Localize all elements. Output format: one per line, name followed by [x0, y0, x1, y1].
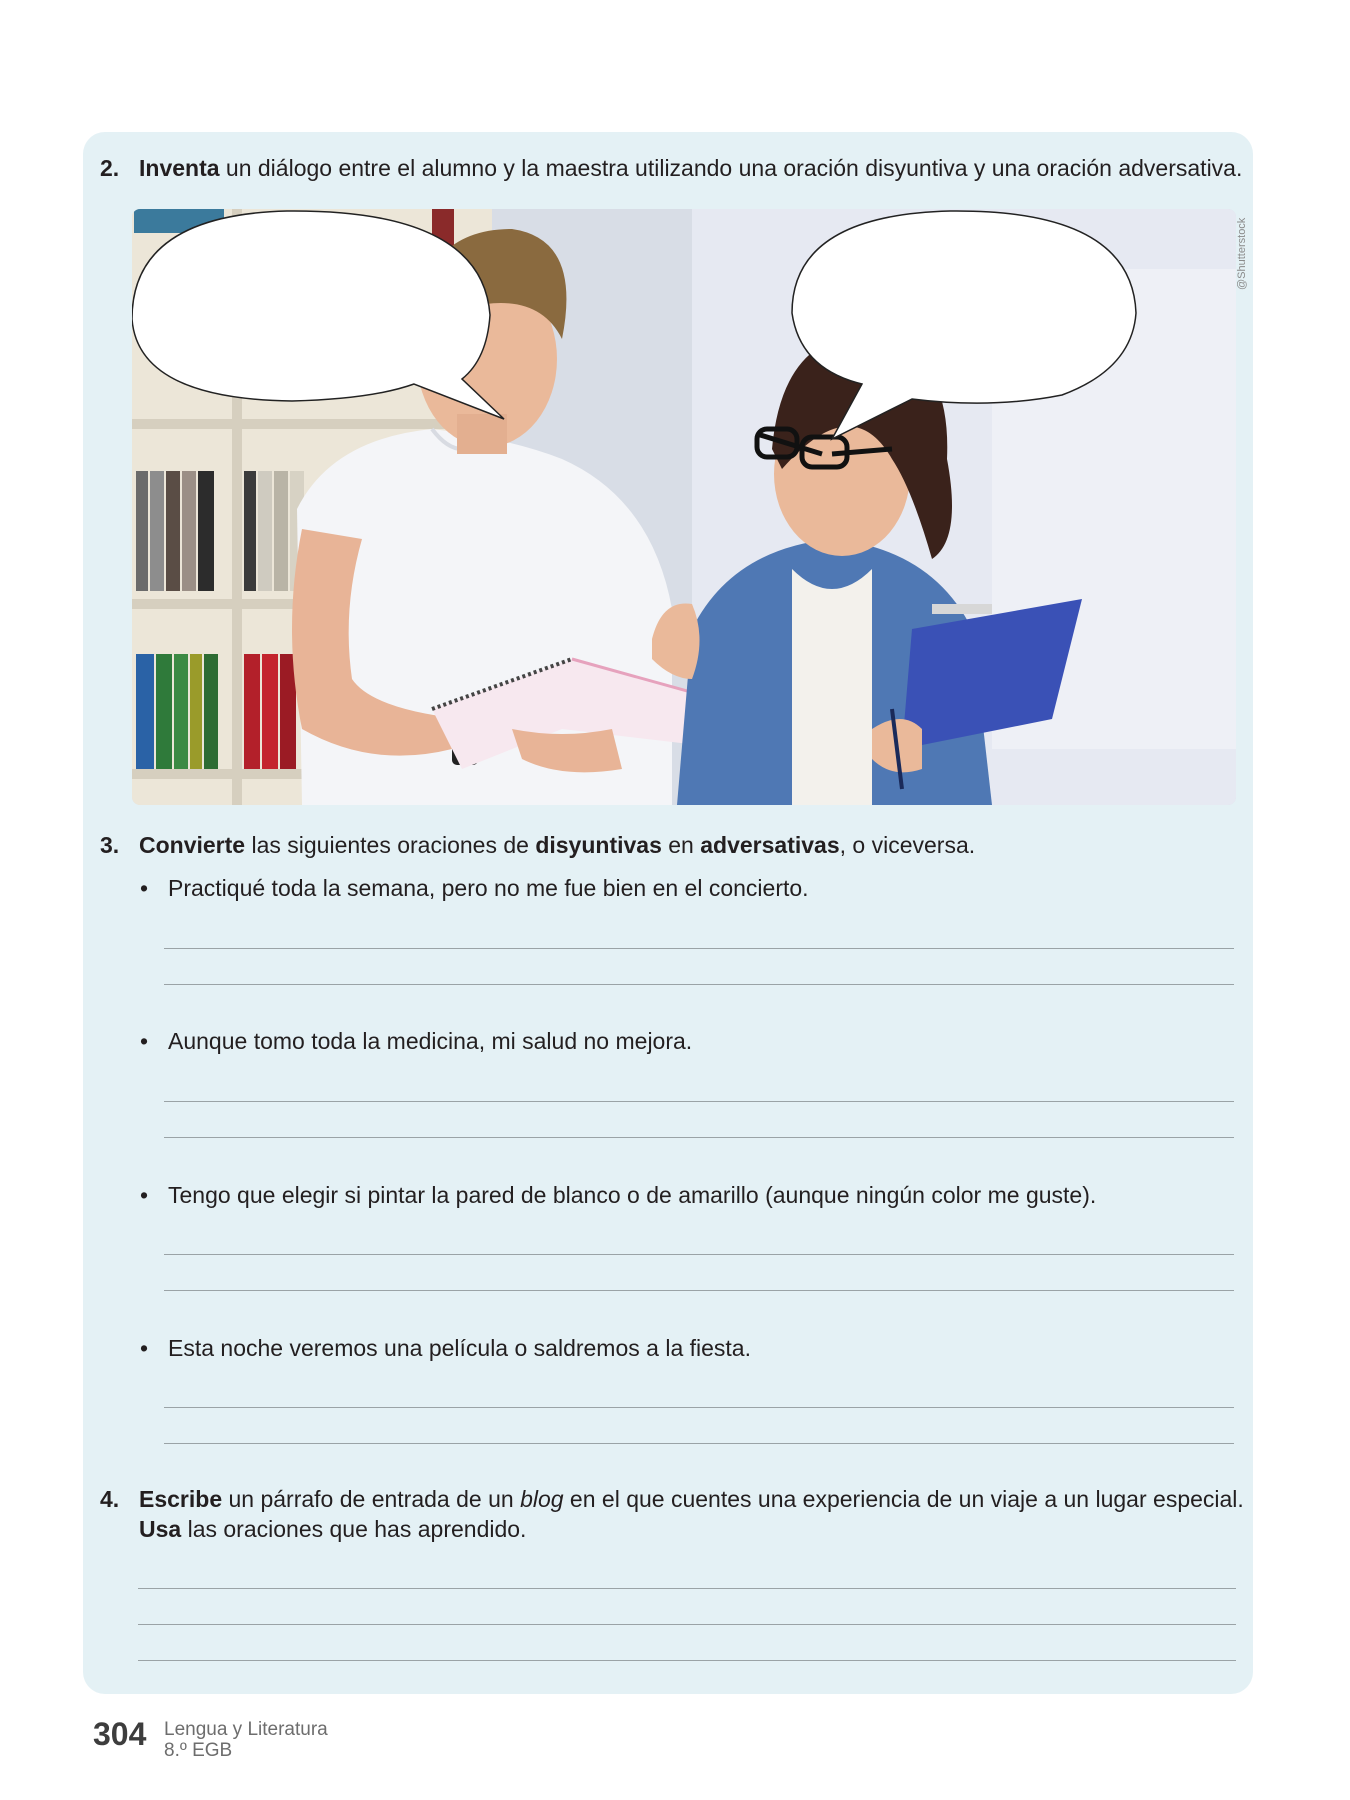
bullet-icon: •: [140, 875, 149, 901]
task-4-instruction-line2: [139, 1514, 526, 1544]
sentence-3: Tengo que elegir si pintar la pared de blanco o de amarillo (aunque ningún color me guste).: [168, 1182, 1097, 1208]
answer-line[interactable]: [164, 948, 1234, 949]
task-2: [100, 153, 1243, 185]
task-number: 3.: [100, 832, 120, 858]
bullet-icon: •: [140, 1182, 149, 1208]
task-4-text: las oraciones que has aprendido.: [181, 1516, 527, 1542]
task-3-text: en: [661, 832, 701, 858]
answer-line[interactable]: [138, 1660, 1236, 1661]
task-4: [100, 1484, 1245, 1548]
photo-credit: @Shutterstock: [1236, 217, 1248, 291]
task-verb: Escribe: [139, 1486, 223, 1512]
sentence-4: Esta noche veremos una película o saldremos a la fiesta.: [168, 1335, 751, 1361]
list-item: [140, 1333, 751, 1363]
answer-line[interactable]: [164, 1407, 1234, 1408]
answer-line[interactable]: [164, 1101, 1234, 1102]
task-verb: Usa: [139, 1516, 182, 1542]
keyword-disyuntivas: disyuntivas: [535, 832, 662, 858]
task-3-text: las siguientes oraciones de: [245, 832, 536, 858]
answer-line[interactable]: [138, 1588, 1236, 1589]
task-2-instruction: [139, 153, 1242, 183]
bullet-icon: •: [140, 1335, 149, 1361]
keyword-adversativas: adversativas: [700, 832, 840, 858]
task-verb: Inventa: [139, 155, 220, 181]
bullet-icon: •: [140, 1028, 149, 1054]
answer-line[interactable]: [164, 984, 1234, 985]
task-2-text: un diálogo entre el alumno y la maestra utilizando una oración disyuntiva y una oración adversativa.: [219, 155, 1243, 181]
footer-grade: 8.º EGB: [164, 1740, 233, 1761]
task-number: 4.: [100, 1486, 120, 1512]
answer-line[interactable]: [164, 1137, 1234, 1138]
task-number: 2.: [100, 155, 120, 181]
keyword-blog: blog: [520, 1486, 564, 1512]
task-verb: Convierte: [139, 832, 246, 858]
answer-line[interactable]: [164, 1443, 1234, 1444]
sentence-1: Practiqué toda la semana, pero no me fue bien en el concierto.: [168, 875, 809, 901]
page-number: 304: [93, 1716, 147, 1752]
footer-subject: Lengua y Literatura: [164, 1719, 328, 1740]
student-teacher-photo: [132, 209, 1236, 805]
answer-line[interactable]: [164, 1254, 1234, 1255]
sentence-2: Aunque tomo toda la medicina, mi salud no mejora.: [168, 1028, 693, 1054]
answer-line[interactable]: [138, 1624, 1236, 1625]
task-3-instruction: [139, 830, 975, 860]
list-item: [140, 1180, 1096, 1210]
list-item: [140, 1026, 692, 1056]
task-4-text: un párrafo de entrada de un: [222, 1486, 521, 1512]
task-3-text: , o viceversa.: [839, 832, 976, 858]
task-4-text: en el que cuentes una experiencia de un viaje a un lugar especial.: [563, 1486, 1244, 1512]
task-4-instruction: [139, 1484, 1244, 1514]
answer-line[interactable]: [164, 1290, 1234, 1291]
task-3: [100, 830, 1240, 862]
list-item: [140, 873, 809, 903]
